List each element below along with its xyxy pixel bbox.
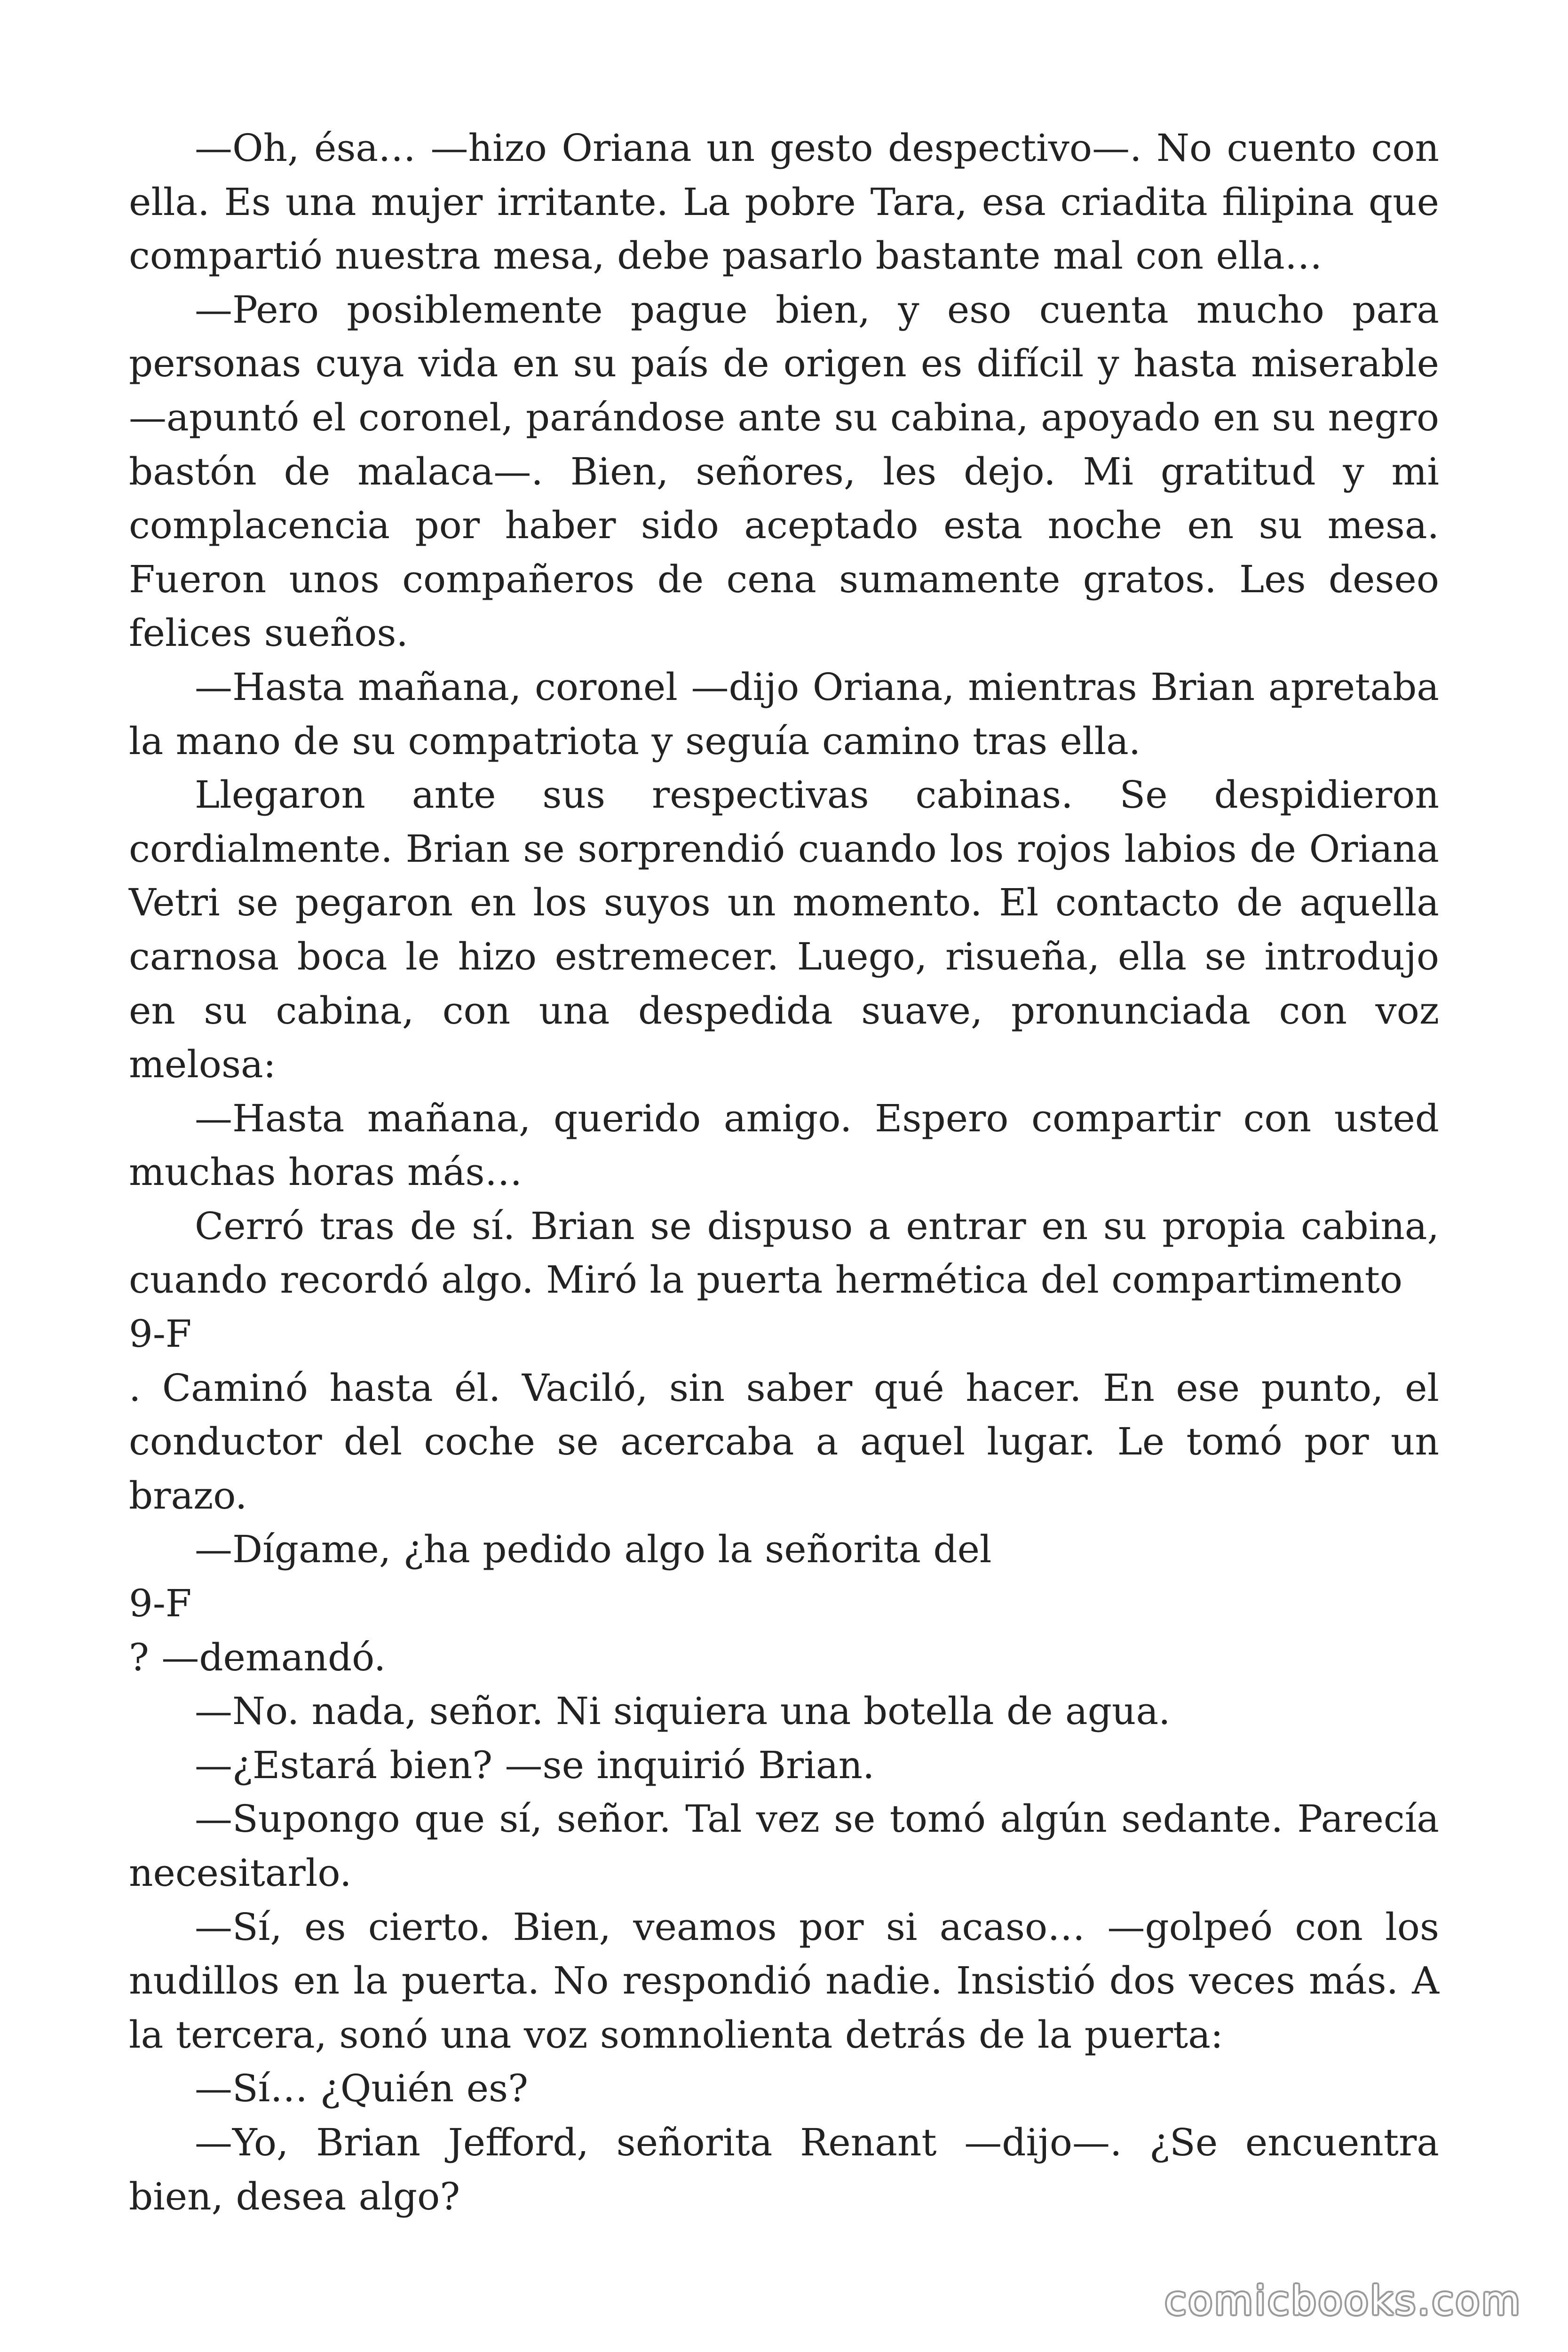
paragraph: Llegaron ante sus respectivas cabinas. Se despidieron cordialmente. Brian se sorprendió cuando los rojos labios de Oriana Vetri se pegaron en los suyos un momento. El contacto de aquella carnosa boca le hizo estremecer. Luego, risueña, ella se introdujo en su cabina, con una despedida suave, pronunciada con voz melosa: xyxy=(129,773,1439,1087)
compartment-number: 9-F xyxy=(129,1581,192,1626)
paragraph: —No. nada, señor. Ni siquiera una botella de agua. xyxy=(195,1689,1171,1733)
watermark: comicbooks.com xyxy=(1164,2278,1522,2324)
paragraph: —Dígame, ¿ha pedido algo la señorita del xyxy=(195,1527,992,1572)
paragraph: —Sí… ¿Quién es? xyxy=(195,2066,528,2111)
paragraph: —Hasta mañana, querido amigo. Espero compartir con usted muchas horas más… xyxy=(129,1096,1439,1194)
paragraph: Cerró tras de sí. Brian se dispuso a entrar en su propia cabina, cuando recordó algo. Miró la puerta hermética del compartimento xyxy=(129,1204,1439,1302)
page-body xyxy=(129,121,1439,2224)
paragraph: —Sí, es cierto. Bien, veamos por si acaso… —golpeó con los nudillos en la puerta. No respondió nadie. Insistió dos veces más. A la tercera, sonó una voz somnolienta detrás de la puerta: xyxy=(129,1905,1439,2057)
paragraph: —Yo, Brian Jefford, señorita Renant —dijo—. ¿Se encuentra bien, desea algo? xyxy=(129,2120,1439,2218)
paragraph: —Oh, ésa… —hizo Oriana un gesto despectivo—. No cuento con ella. Es una mujer irritante. La pobre Tara, esa criadita filipina que compartió nuestra mesa, debe pasarlo bastante mal con ella… xyxy=(129,126,1439,278)
paragraph: ? —demandó. xyxy=(129,1635,386,1679)
paragraph: —Pero posiblemente pague bien, y eso cuenta mucho para personas cuya vida en su país de origen es difícil y hasta miserable —apuntó el coronel, parándose ante su cabina, apoyado en su negro bastón de malaca—. Bien, señores, les dejo. Mi gratitud y mi complacencia por haber sido aceptado esta noche en su mesa. Fueron unos compañeros de cena sumamente gratos. Les deseo felices sueños. xyxy=(129,287,1439,655)
paragraph: . Caminó hasta él. Vaciló, sin saber qué hacer. En ese punto, el conductor del coche se acercaba a aquel lugar. Le tomó por un brazo. xyxy=(129,1366,1439,1518)
paragraph: —Hasta mañana, coronel —dijo Oriana, mientras Brian apretaba la mano de su compatriota y seguía camino tras ella. xyxy=(129,665,1439,763)
paragraph: —Supongo que sí, señor. Tal vez se tomó algún sedante. Parecía necesitarlo. xyxy=(129,1797,1439,1895)
compartment-number: 9-F xyxy=(129,1312,192,1356)
paragraph: —¿Estará bien? —se inquirió Brian. xyxy=(195,1743,875,1787)
